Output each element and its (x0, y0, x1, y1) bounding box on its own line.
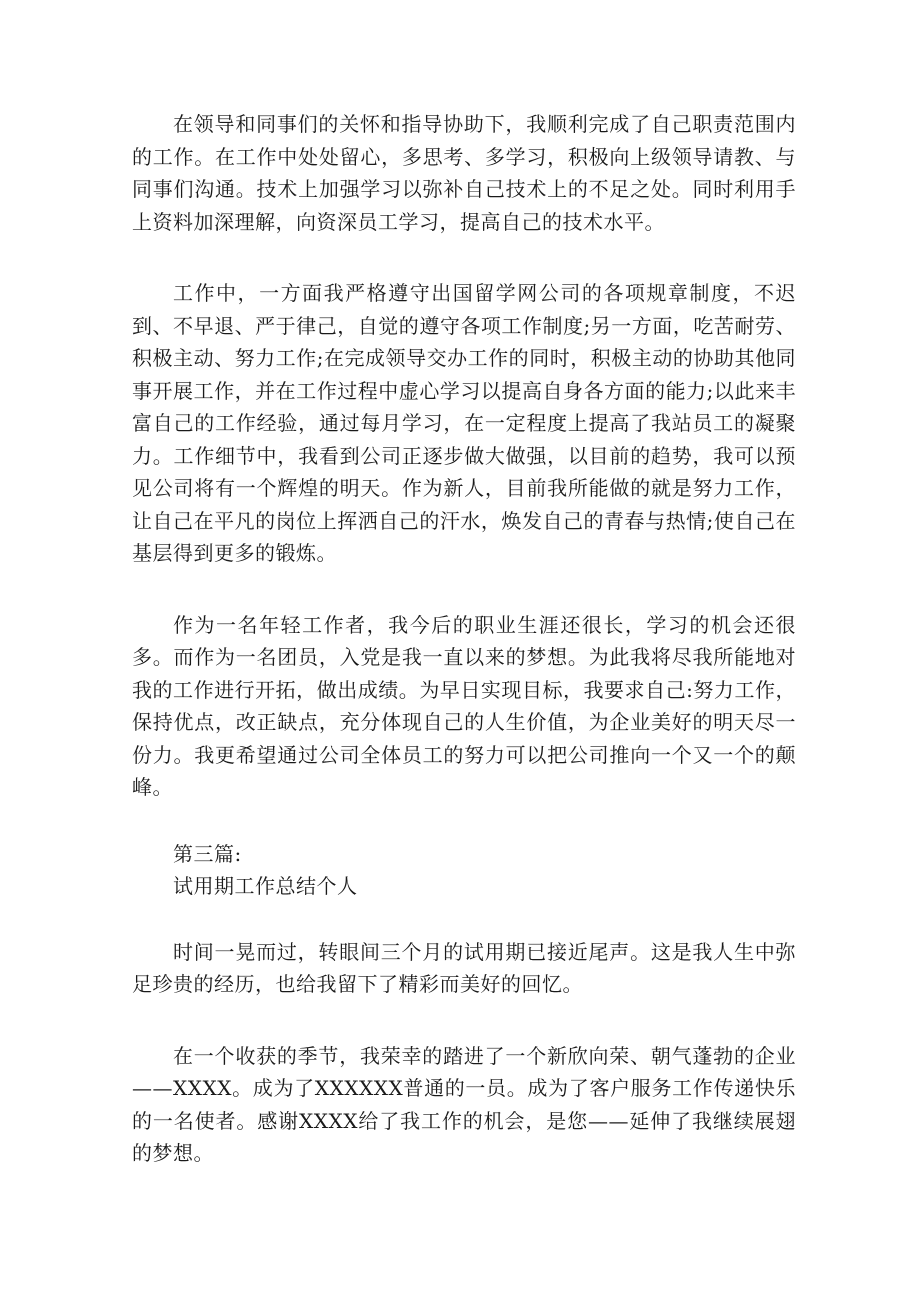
section-title: 试用期工作总结个人 (173, 873, 358, 898)
paragraph-spacer (132, 570, 796, 609)
paragraph-spacer (132, 238, 796, 277)
paragraph-spacer (132, 902, 796, 936)
paragraph-5: 在一个收获的季节，我荣幸的踏进了一个新欣向荣、朝气蓬勃的企业——XXXX。成为了XXXXXX普通的一员。成为了客户服务工作传递快乐的一名使者。感谢XXXX给了我工作的机会，是您——延伸了我继续展翅的梦想。 (132, 1043, 796, 1165)
section-label: 第三篇: (173, 841, 242, 866)
paragraph-4: 时间一晃而过，转眼间三个月的试用期已接近尾声。这是我人生中弥足珍贵的经历，也给我留下了精彩而美好的回忆。 (132, 939, 796, 996)
paragraph-2: 工作中，一方面我严格遵守出国留学网公司的各项规章制度，不迟到、不早退、严于律己，自觉的遵守各项工作制度;另一方面，吃苦耐劳、积极主动、努力工作;在完成领导交办工作的同时，积极主动的协助其他同事开展工作，并在工作过程中虚心学习以提高自身各方面的能力;以此来丰富自己的工作经验，通过每月学习，在一定程度上提高了我站员工的凝聚力。工作细节中，我看到公司正逐步做大做强，以目前的趋势，我可以预见公司将有一个辉煌的明天。作为新人，目前我所能做的就是努力工作，让自己在平凡的岗位上挥洒自己的汗水，焕发自己的青春与热情;使自己在基层得到更多的锻炼。 (132, 281, 796, 565)
paragraph-spacer (132, 1001, 796, 1040)
paragraph-spacer (132, 804, 796, 838)
paragraph-3: 作为一名年轻工作者，我今后的职业生涯还很长，学习的机会还很多。而作为一名团员，入党是我一直以来的梦想。为此我将尽我所能地对我的工作进行开拓，做出成绩。为早日实现目标，我要求自己:努力工作，保持优点，改正缺点，充分体现自己的人生价值，为企业美好的明天尽一份力。我更希望通过公司全体员工的努力可以把公司推向一个又一个的颠峰。 (132, 612, 796, 799)
paragraph-1: 在领导和同事们的关怀和指导协助下，我顺利完成了自己职责范围内的工作。在工作中处处留心，多思考、多学习，积极向上级领导请教、与同事们沟通。技术上加强学习以弥补自己技术上的不足之处。同时利用手上资料加深理解，向资深员工学习，提高自己的技术水平。 (132, 112, 796, 234)
document-page (132, 108, 796, 1170)
